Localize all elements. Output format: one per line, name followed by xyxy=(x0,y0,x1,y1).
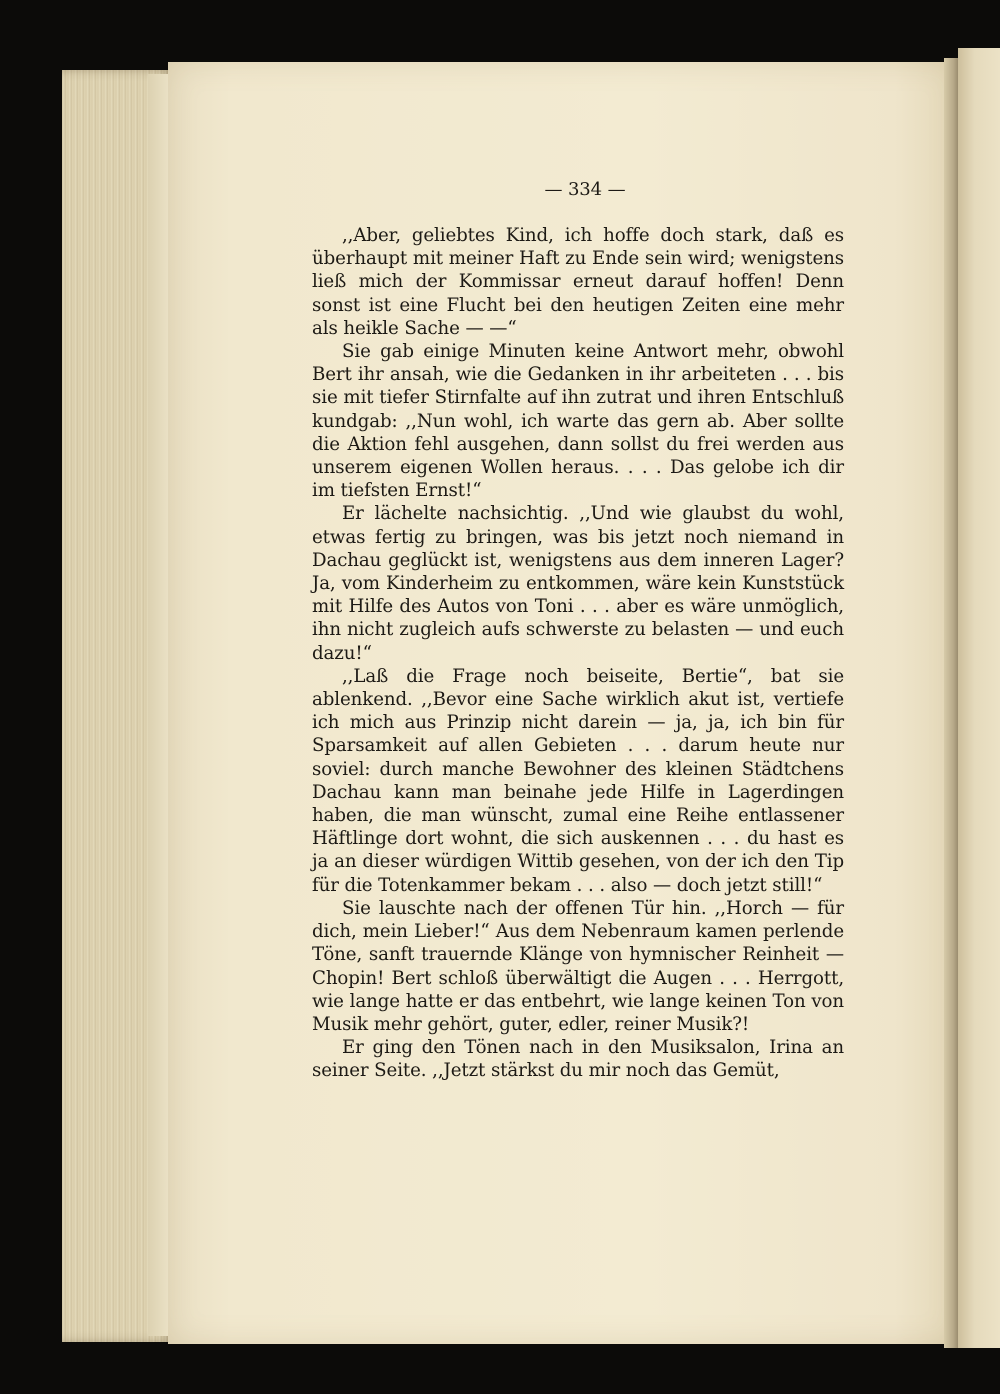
paragraph-2: Sie gab einige Minuten keine Antwort mehr, obwohl Bert ihr ansah, wie die Gedanken in ihr arbeiteten . . . bis sie mit tiefer Stirnfalte auf ihn zutrat und ihren Entschluß kundgab: ,,Nun wohl, ich warte das gern ab. Aber sollte die Aktion fehl ausgehen, dann sollst du frei werden aus unserem eigenen Wollen heraus. . . . Das gelobe ich dir im tiefsten Ernst!“ xyxy=(312,341,844,502)
page-number: — 334 — xyxy=(544,179,626,200)
paragraph-4: ,,Laß die Frage noch beiseite, Bertie“, bat sie ablenkend. ,,Bevor eine Sache wirklich akut ist, vertiefe ich mich aus Prinzip nicht darein — ja, ja, ich bin für Sparsamkeit auf allen Gebieten . . . darum heute nur soviel: durch manche Bewohner des kleinen Städtchens Dachau kann man beinahe jede Hilfe in Lagerdingen haben, die man wünscht, zumal eine Reihe entlassener Häftlinge dort wohnt, die sich auskennen . . . du hast es ja an dieser würdigen Wittib gesehen, von der ich den Tip für die Totenkammer bekam . . . also — doch jetzt still!“ xyxy=(312,665,844,896)
paragraph-1: ,,Aber, geliebtes Kind, ich hoffe doch stark, daß es überhaupt mit meiner Haft zu Ende sein wird; wenigstens ließ mich der Kommissar erneut darauf hoffen! Denn sonst ist eine Flucht bei den heutigen Zeiten eine mehr als heikle Sache — —“ xyxy=(312,225,844,339)
page-stack-inner-edge xyxy=(148,74,170,1336)
facing-page-edge xyxy=(958,48,1000,1348)
paragraph-6: Er ging den Tönen nach in den Musiksalon, Irina an seiner Seite. ,,Jetzt stärkst du mir noch das Gemüt, xyxy=(312,1037,844,1082)
page-text-block xyxy=(312,178,844,1083)
paragraph-3: Er lächelte nachsichtig. ,,Und wie glaubst du wohl, etwas fertig zu bringen, was bis jetzt noch niemand in Dachau geglückt ist, wenigstens aus dem inneren Lager? Ja, vom Kinderheim zu entkommen, wäre kein Kunststück mit Hilfe des Autos von Toni . . . aber es wäre unmöglich, ihn nicht zugleich aufs schwerste zu belasten — und euch dazu!“ xyxy=(312,503,844,664)
paragraph-5: Sie lauschte nach der offenen Tür hin. ,,Horch — für dich, mein Lieber!“ Aus dem Nebenraum kamen perlende Töne, sanft trauernde Klänge von hymnischer Reinheit — Chopin! Bert schloß überwältigt die Augen . . . Herrgott, wie lange hatte er das entbehrt, wie lange keinen Ton von Musik mehr gehört, guter, edler, reiner Musik?! xyxy=(312,897,844,1035)
